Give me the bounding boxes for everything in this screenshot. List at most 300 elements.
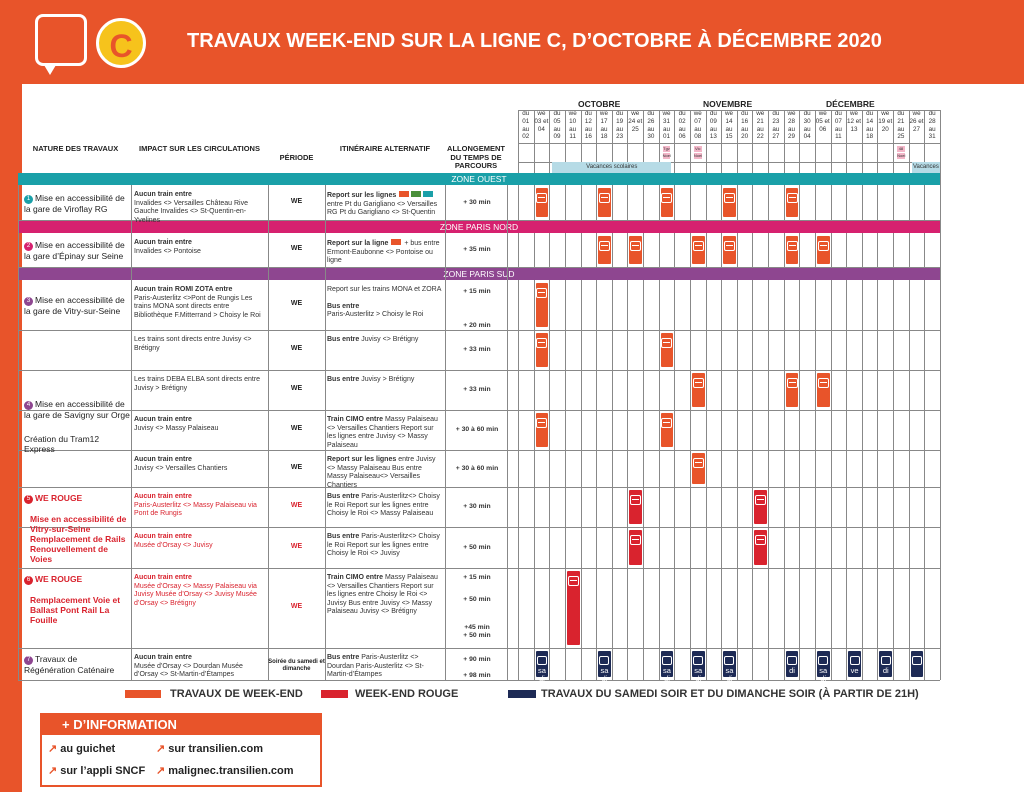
periode-text: WE: [290, 463, 303, 471]
line-code-tag: [423, 191, 433, 197]
allongement-value: +45 min: [464, 624, 490, 631]
date-part: au: [928, 125, 936, 133]
nature-label: Mise en accessibilité de la gare de Vitry-sur-Seine: [24, 295, 125, 316]
impact-detail: Invalides <> Pontoise: [134, 247, 201, 255]
date-label: [518, 110, 534, 141]
bus-icon: [661, 193, 672, 203]
nature-text: [24, 654, 130, 675]
itin-detail: entre Juvisy <> Massy Palaiseau Bus entre Massy Palaiseau<> Versailles Chantiers: [327, 456, 436, 489]
col-header-impact: IMPACT SUR LES CIRCULATIONS: [139, 144, 260, 153]
info-box: [40, 713, 322, 787]
night-day-label: sa: [663, 666, 671, 675]
impact-text: [134, 456, 266, 473]
holiday-tag: Vic: [694, 146, 701, 151]
date-part: 04: [803, 133, 811, 141]
date-part: we: [756, 110, 765, 117]
date-part: du: [928, 110, 936, 117]
date-part: 30: [803, 117, 811, 125]
bus-icon: [787, 378, 798, 388]
work-mark: [817, 373, 830, 407]
vacances-bar: Vacances: [912, 162, 940, 173]
date-column-line: [940, 110, 941, 680]
left-orange-band: [0, 84, 22, 792]
date-part: 27: [913, 125, 921, 133]
night-day-label: di: [820, 674, 827, 683]
work-mark: [567, 571, 580, 645]
bus-icon: [599, 193, 610, 203]
date-part: 16: [584, 133, 592, 141]
bus-icon: [724, 656, 734, 665]
work-mark: [661, 333, 674, 367]
bus-icon: [536, 193, 547, 203]
work-mark: [786, 651, 799, 677]
date-column-line: [893, 110, 894, 680]
date-part: 01: [522, 117, 530, 125]
date-part: 22: [756, 133, 764, 141]
date-part: du 21: [897, 110, 905, 125]
bus-icon: [693, 656, 703, 665]
work-mark: [692, 651, 705, 683]
date-part: we: [787, 110, 796, 117]
nature-detail: Remplacement Voie et Ballast Pont Rail La Fouille: [30, 595, 121, 625]
itineraire-text: [327, 456, 443, 490]
impact-title: Aucun train entre: [134, 191, 192, 198]
bus-icon: [724, 193, 735, 203]
itin-detail: + bus entre Ermont-Eaubonne <> Pontoise ou ligne: [327, 240, 440, 264]
work-mark: [723, 651, 736, 683]
date-part: we: [912, 110, 921, 117]
bus-icon: [568, 576, 579, 586]
night-day-label: di: [664, 674, 670, 683]
date-part: au: [709, 125, 717, 133]
periode-text: WE: [290, 502, 303, 509]
date-part: 20: [741, 133, 749, 141]
date-label: [721, 110, 737, 141]
date-column-line: [627, 110, 628, 680]
impact-detail: Les trains DEBA ELBA sont directs entre Juvisy > Brétigny: [134, 376, 261, 392]
col-line: [131, 185, 132, 680]
date-column-line: [877, 110, 878, 680]
impact-title: Aucun train entre: [134, 574, 192, 581]
date-part: 28: [928, 117, 936, 125]
itin-title: Bus entre: [327, 493, 362, 500]
itin-detail: Report sur les trains MONA et ZORA: [327, 286, 442, 293]
date-column-line: [862, 110, 863, 680]
date-part: 07: [834, 117, 842, 125]
date-label: [643, 110, 659, 141]
night-day-label: di: [882, 666, 889, 675]
allongement-value: + 30 à 60 min: [455, 426, 499, 433]
bus-icon: [912, 656, 922, 665]
date-part: 12 et: [847, 117, 862, 125]
row-number-badge: 4: [24, 401, 33, 410]
date-column-line: [612, 110, 613, 680]
date-label: [565, 110, 581, 141]
itin-title: Train CIMO entre: [327, 416, 385, 423]
date-column-line: [581, 110, 582, 680]
row-line: [18, 487, 940, 488]
holiday-tag: Tgv: [663, 146, 670, 151]
work-mark: [661, 413, 674, 447]
night-day-label: di: [726, 674, 733, 683]
date-part: 18: [866, 133, 874, 141]
bus-icon: [787, 656, 797, 665]
itineraire-text: [327, 416, 443, 450]
impact-detail: Les trains sont directs entre Juvisy <> Brétigny: [134, 336, 252, 352]
date-part: du: [803, 110, 811, 117]
date-part: 13: [709, 133, 717, 141]
nature-label: Mise en accessibilité de la gare de Viroflay RG: [24, 192, 125, 214]
holiday-tag: 48: [898, 146, 904, 151]
date-part: 30: [647, 133, 655, 141]
date-part: 16: [741, 117, 749, 125]
holiday-tag: Noel: [662, 153, 671, 158]
holiday-tag: Noel: [897, 153, 906, 158]
date-part: we: [631, 110, 640, 117]
work-mark: [786, 188, 799, 217]
bus-icon: [693, 241, 704, 251]
bus-icon: [599, 656, 609, 665]
date-column-line: [831, 110, 832, 680]
date-part: 07 au: [694, 117, 702, 133]
itin-detail: entre Pt du Garigliano <> Versailles RG Pt du Garigliano <> St-Quentin: [327, 200, 438, 216]
itin-detail: Massy Palaiseau <> Versailles Chantiers Report sur les lignes entre Juvisy <> Massy Palaiseau: [327, 416, 438, 449]
date-part: du: [584, 110, 592, 117]
page-title: TRAVAUX WEEK-END SUR LA LIGNE C, D’OCTOBRE À DÉCEMBRE 2020: [187, 30, 882, 52]
work-mark: [692, 236, 705, 264]
date-part: 19: [616, 117, 624, 125]
date-part: 04: [537, 125, 545, 133]
legend-swatch-rouge: [321, 690, 348, 698]
info-guichet: ↗ au guichet: [48, 743, 116, 755]
line-code-tag: [399, 191, 409, 197]
impact-text: [134, 286, 266, 320]
date-label: [659, 110, 675, 141]
itin-detail: Paris-Austerlitz<> Choisy le Roi Report sur les lignes entre Choisy le Roi <> Massy Palaiseau: [327, 493, 440, 517]
date-bottom-line: [518, 143, 940, 144]
nature-text: [24, 295, 130, 316]
bus-icon: [536, 288, 547, 298]
work-mark: [723, 188, 736, 217]
col-header-itineraire: ITINÉRAIRE ALTERNATIF: [339, 144, 431, 153]
date-label: [596, 110, 612, 141]
date-part: au: [741, 125, 749, 133]
date-part: 06: [819, 125, 827, 133]
allongement-value: + 50 min: [463, 632, 491, 639]
date-column-line: [674, 110, 675, 680]
date-column-line: [643, 110, 644, 680]
periode-text: WE: [290, 603, 303, 610]
date-column-line: [706, 110, 707, 680]
row-number-badge: 6: [24, 576, 33, 585]
nature-text: [24, 399, 130, 454]
date-part: 03 et: [534, 117, 549, 125]
bus-icon: [755, 495, 766, 505]
date-part: we: [537, 110, 546, 117]
impact-text: [134, 574, 266, 608]
itin-detail: Massy Palaiseau <> Versailles Chantiers Report sur les lignes entre Choisy le Roi <> Juvisy Bus entre Juvisy <> Massy Palaiseau Juvisy <> Brétigny: [327, 574, 438, 615]
date-part: 12: [584, 117, 592, 125]
periode-text: WE: [290, 245, 303, 252]
work-mark: [536, 651, 549, 683]
month-label: DÉCEMBRE: [826, 99, 875, 109]
bus-icon: [850, 656, 860, 665]
impact-text: [134, 376, 266, 393]
date-part: we: [568, 110, 577, 117]
date-column-line: [596, 110, 597, 680]
allongement-value: + 50 min: [463, 543, 491, 551]
work-mark: [598, 651, 611, 683]
bus-icon: [787, 241, 798, 251]
date-label: [846, 110, 862, 133]
date-part: au: [678, 125, 686, 133]
info-link-transilien[interactable]: ↗ sur transilien.com: [156, 743, 263, 755]
row-number-badge: 3: [24, 297, 33, 306]
nature-label: WE ROUGE: [35, 493, 83, 503]
date-label: [737, 110, 753, 141]
work-mark: [817, 236, 830, 264]
allongement-value: + 35 min: [463, 246, 491, 253]
date-part: au: [522, 125, 530, 133]
allongement-value: + 90 min: [463, 656, 491, 663]
work-mark: [536, 188, 549, 217]
work-mark: [598, 188, 611, 217]
row-line: [18, 370, 940, 371]
date-label: [768, 110, 784, 141]
date-part: du: [678, 110, 686, 117]
impact-title: Aucun train entre: [134, 416, 192, 423]
date-part: au: [647, 125, 655, 133]
impact-text: [134, 654, 266, 680]
night-day-label: di: [695, 674, 702, 683]
date-part: du: [709, 110, 717, 117]
impact-detail: Paris-Austerlitz <>Pont de Rungis Les trains MONA sont directs entre Bibliothèque F.Mitterrand > Choisy le Roi: [134, 294, 261, 319]
periode-text: WE: [290, 425, 303, 432]
date-label: [549, 110, 565, 141]
itineraire-text: [327, 533, 443, 559]
night-day-label: sa: [600, 666, 609, 675]
col-header-nature: NATURE DES TRAVAUX: [32, 144, 119, 153]
nature-text: [24, 493, 130, 564]
date-part: 05 et: [815, 117, 830, 125]
date-part: 31: [928, 133, 936, 141]
allongement-value: + 98 min: [463, 672, 491, 679]
impact-detail: Musée d’Orsay <> Massy Palaiseau via Juvisy Musée d’Orsay <> Juvisy Musée d’Orsay <> Brétigny: [134, 582, 257, 607]
itin-detail: Juvisy > Brétigny: [361, 376, 415, 383]
itin-detail: Paris-Austerlitz > Choisy le Roi: [327, 311, 424, 318]
month-label: NOVEMBRE: [703, 99, 753, 109]
date-part: 20: [881, 125, 889, 133]
impact-title: Aucun train ROMI ZOTA entre: [134, 286, 233, 293]
row-number-badge: 5: [24, 495, 33, 504]
date-part: 27: [772, 133, 780, 141]
bus-icon: [662, 656, 672, 665]
periode-text: WE: [290, 300, 303, 307]
impact-text: [134, 416, 266, 433]
col-line: [507, 185, 508, 680]
date-part: du: [553, 110, 561, 117]
legend-nuit: TRAVAUX DU SAMEDI SOIR ET DU DIMANCHE SOIR (À PARTIR DE 21H): [541, 688, 919, 700]
arrow-icon: ↗: [156, 765, 166, 777]
itin-title: Bus entre: [327, 302, 360, 310]
date-part: au: [803, 125, 811, 133]
date-column-line: [737, 110, 738, 680]
date-part: 11: [569, 133, 576, 141]
nature-text: [24, 574, 130, 625]
allongement-value: + 15 min: [463, 574, 491, 581]
nature-label: WE ROUGE: [35, 574, 83, 584]
date-part: 18: [600, 133, 608, 141]
night-day-label: di: [789, 666, 795, 675]
row-number-badge: 1: [24, 195, 33, 204]
date-label: [924, 110, 940, 141]
bus-icon: [724, 241, 735, 251]
nature-detail: Mise en accessibilité de Vitry-sur-Seine Remplacement de Rails Renouvellement de Voies: [30, 514, 127, 564]
work-mark: [661, 188, 674, 217]
date-column-line: [815, 110, 816, 680]
date-part: 09: [553, 133, 561, 141]
date-column-line: [799, 110, 800, 680]
date-part: 25: [631, 125, 639, 133]
itineraire-text: [327, 191, 443, 218]
month-label: OCTOBRE: [578, 99, 621, 109]
impact-detail: Musée d’Orsay <> Juvisy: [134, 541, 213, 549]
itin-title: Bus entre: [327, 336, 362, 343]
periode-text: WE: [290, 542, 303, 550]
date-part: au: [584, 125, 592, 133]
date-part: du: [647, 110, 655, 117]
work-mark: [536, 283, 549, 327]
arrow-icon: ↗: [156, 743, 166, 755]
itin-title: Bus entre: [327, 654, 362, 661]
date-label: [534, 110, 550, 133]
itineraire-text: [327, 286, 443, 320]
bus-icon: [630, 241, 641, 251]
arrow-icon: ↗: [48, 743, 58, 755]
legend-swatch-weekend: [125, 690, 161, 698]
date-part: 19 et: [878, 117, 893, 125]
nature-text: [24, 240, 130, 261]
row-line: [18, 450, 940, 451]
bus-icon: [881, 656, 891, 665]
work-mark: [786, 373, 799, 407]
date-part: 05: [553, 117, 561, 125]
impact-detail: Juvisy <> Massy Palaiseau: [134, 424, 219, 432]
allongement-value: + 50 min: [463, 596, 491, 603]
itin-title: Report sur la ligne: [327, 240, 391, 247]
date-part: au 25: [897, 125, 905, 141]
date-column-line: [690, 110, 691, 680]
date-part: 28 au: [788, 117, 796, 133]
date-part: au: [772, 125, 780, 133]
date-label: [877, 110, 893, 133]
work-mark: [629, 490, 642, 524]
info-bubble-icon: [35, 14, 87, 66]
work-mark: [536, 413, 549, 447]
date-label: [909, 110, 925, 133]
work-mark: [536, 333, 549, 367]
date-part: 21 au: [756, 117, 764, 133]
date-part: 29: [788, 133, 796, 141]
itin-detail: Paris-Austerlitz<> Choisy le Roi Report sur les lignes entre Choisy le Roi <> Juvisy: [327, 533, 440, 557]
legend-swatch-nuit: [508, 690, 536, 698]
date-part: 09: [709, 117, 717, 125]
night-day-label: sa: [725, 666, 734, 675]
date-column-line: [534, 110, 535, 680]
row-line: [18, 267, 940, 268]
bus-icon: [818, 378, 829, 388]
date-column-line: [924, 110, 925, 680]
nature-label: Mise en accessibilité de la gare d’Épinay sur Seine: [24, 240, 125, 261]
impact-detail: Musée d’Orsay <> Dourdan Musée d’Orsay <> St-Martin-d’Étampes: [134, 662, 243, 678]
allongement-value: + 30 min: [463, 503, 491, 510]
date-label: [581, 110, 597, 141]
work-mark: [754, 490, 767, 524]
itin-detail: Juvisy <> Brétigny: [361, 336, 419, 343]
zone-ouest: ZONE OUEST: [18, 173, 940, 185]
itineraire-text: [327, 376, 443, 385]
bus-icon: [537, 656, 547, 665]
impact-detail: Juvisy <> Versailles Chantiers: [134, 464, 228, 472]
date-part: du: [866, 110, 874, 117]
night-day-label: di: [539, 674, 545, 683]
bus-icon: [693, 458, 704, 468]
row-line: [18, 527, 940, 528]
date-part: du: [522, 110, 530, 117]
date-part: 17 au: [600, 117, 608, 133]
date-label: [799, 110, 815, 141]
col-line: [445, 185, 446, 680]
date-column-line: [549, 110, 550, 680]
date-part: 13: [850, 125, 858, 133]
itin-title: Train CIMO entre: [327, 574, 385, 581]
bus-icon: [818, 241, 829, 251]
date-label: [815, 110, 831, 133]
impact-text: [134, 191, 266, 225]
date-part: 10 au: [569, 117, 577, 133]
date-part: 23: [772, 117, 780, 125]
allongement-value: + 33 min: [463, 346, 491, 353]
work-mark: [692, 373, 705, 407]
date-part: 11: [835, 133, 842, 141]
nature-text: [24, 193, 130, 214]
col-header-allongement: ALLONGEMENT DU TEMPS DE PARCOURS: [447, 144, 505, 170]
date-top-line: [518, 110, 940, 111]
impact-title: Aucun train entre: [134, 456, 192, 463]
legend-weekend: TRAVAUX DE WEEK-END: [170, 688, 303, 700]
date-part: we: [818, 110, 827, 117]
work-mark: [629, 530, 642, 565]
line-c-logo: C: [96, 18, 146, 68]
date-label: [706, 110, 722, 141]
impact-text: [134, 239, 266, 256]
info-link-malignec[interactable]: ↗ malignec.transilien.com: [156, 765, 294, 777]
date-part: 31 au: [662, 117, 670, 133]
itineraire-text: [327, 654, 443, 680]
itin-title: Report sur les lignes: [327, 456, 399, 463]
itin-title: Bus entre: [327, 533, 362, 540]
date-column-line: [784, 110, 785, 680]
date-column-line: [752, 110, 753, 680]
info-title: + D’INFORMATION: [42, 715, 320, 735]
col-header-periode: PÉRIODE: [279, 153, 314, 162]
date-label: [690, 110, 706, 141]
date-column-line: [565, 110, 566, 680]
row-number-badge: 2: [24, 242, 33, 251]
itin-detail: Paris-Austerlitz <> Dourdan Paris-Austerlitz <> St-Martin-d’Étampes: [327, 654, 424, 678]
impact-detail: Invalides <> Versailles Château Rive Gauche Invalides <> St-Quentin-en-Yvelines: [134, 199, 249, 224]
date-part: 26: [647, 117, 655, 125]
